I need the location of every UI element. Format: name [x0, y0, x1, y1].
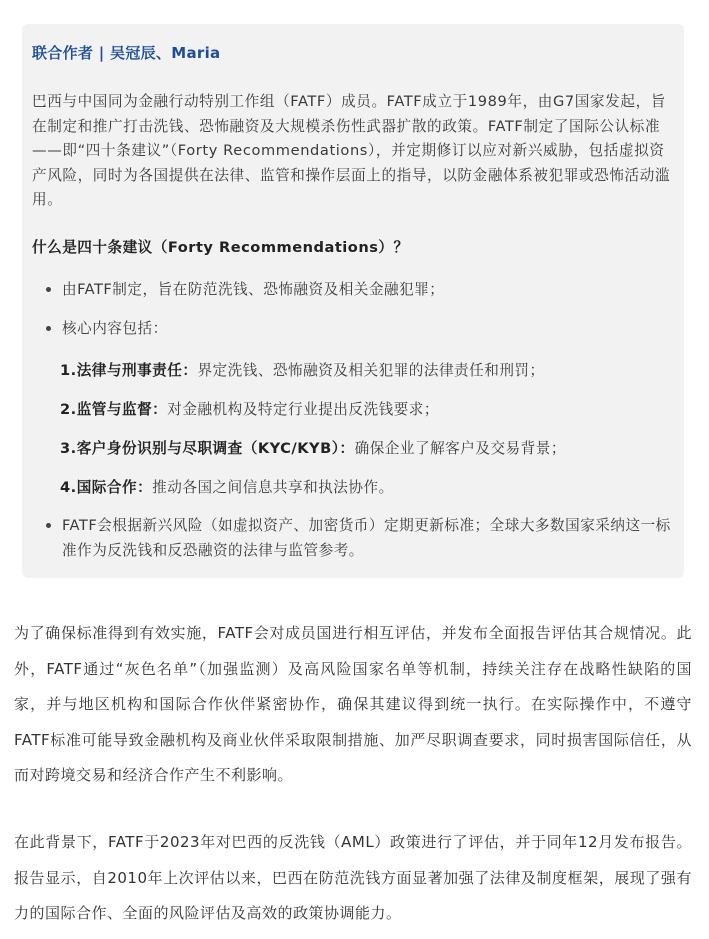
- list-item: [32, 316, 676, 341]
- list-item-text: 由FATF制定，旨在防范洗钱、恐怖融资及相关金融犯罪；: [62, 281, 445, 298]
- core-item-text: 界定洗钱、恐怖融资及相关犯罪的法律责任和刑罚；: [197, 362, 545, 379]
- list-item-text: FATF会根据新兴风险（如虚拟资产、加密货币）定期更新标准；全球大多数国家采纳这一标准作为反洗钱和反恐融资的法律与监管参考。: [62, 517, 671, 559]
- core-item-text: 推动各国之间信息共享和执法协作。: [152, 479, 394, 496]
- core-item: [60, 359, 545, 380]
- fatf-intro-paragraph: 巴西与中国同为金融行动特别工作组（FATF）成员。FATF成立于1989年，由G7国家发起，旨在制定和推广打击洗钱、恐怖融资及大规模杀伤性武器扩散的政策。FATF制定了国际公认标准——即“四十条建议”（Forty Recommendations），并定期修订以应对新兴威胁，包括虚拟资产风险，同时为各国提供在法律、监管和操作层面上的指导，以防金融体系被犯罪或恐怖活动滥用。: [32, 93, 671, 208]
- core-item-label: 3.客户身份识别与尽职调查（KYC/KYB）：: [60, 440, 355, 457]
- core-item: [60, 437, 566, 458]
- info-box: [22, 24, 684, 578]
- list-item: [32, 277, 676, 302]
- core-item-label: 1.法律与刑事责任：: [60, 362, 198, 379]
- list-item: [32, 513, 676, 563]
- core-item: [60, 476, 394, 497]
- forty-recommendations-heading: 什么是四十条建议（Forty Recommendations）？: [32, 239, 409, 256]
- core-item: [60, 398, 439, 419]
- body-paragraph: 为了确保标准得到有效实施，FATF会对成员国进行相互评估，并发布全面报告评估其合规情况。此外，FATF通过“灰色名单”（加强监测）及高风险国家名单等机制，持续关注存在战略性缺陷的国家，并与地区机构和国际合作伙伴紧密协作，确保其建议得到统一执行。在实际操作中，不遵守FATF标准可能导致金融机构及商业伙伴采取限制措施、加严尽职调查要求，同时损害国际信任，从而对跨境交易和经济合作产生不利影响。: [14, 624, 692, 784]
- list-item-text: 核心内容包括：: [62, 320, 168, 337]
- core-item-label: 4.国际合作：: [60, 479, 153, 496]
- core-item-label: 2.监管与监督：: [60, 401, 168, 418]
- bullet-icon: [46, 326, 51, 331]
- core-item-text: 确保企业了解客户及交易背景；: [354, 440, 566, 457]
- bullet-icon: [46, 287, 51, 292]
- co-authors-heading: 联合作者 | 吴冠辰、Maria: [32, 44, 221, 62]
- body-paragraph: 在此背景下，FATF于2023年对巴西的反洗钱（AML）政策进行了评估，并于同年12月发布报告。报告显示，自2010年上次评估以来，巴西在防范洗钱方面显著加强了法律及制度框架，展现了强有力的国际合作、全面的风险评估及高效的政策协调能力。: [14, 833, 692, 922]
- core-item-text: 对金融机构及特定行业提出反洗钱要求；: [167, 401, 439, 418]
- bullet-icon: [46, 523, 51, 528]
